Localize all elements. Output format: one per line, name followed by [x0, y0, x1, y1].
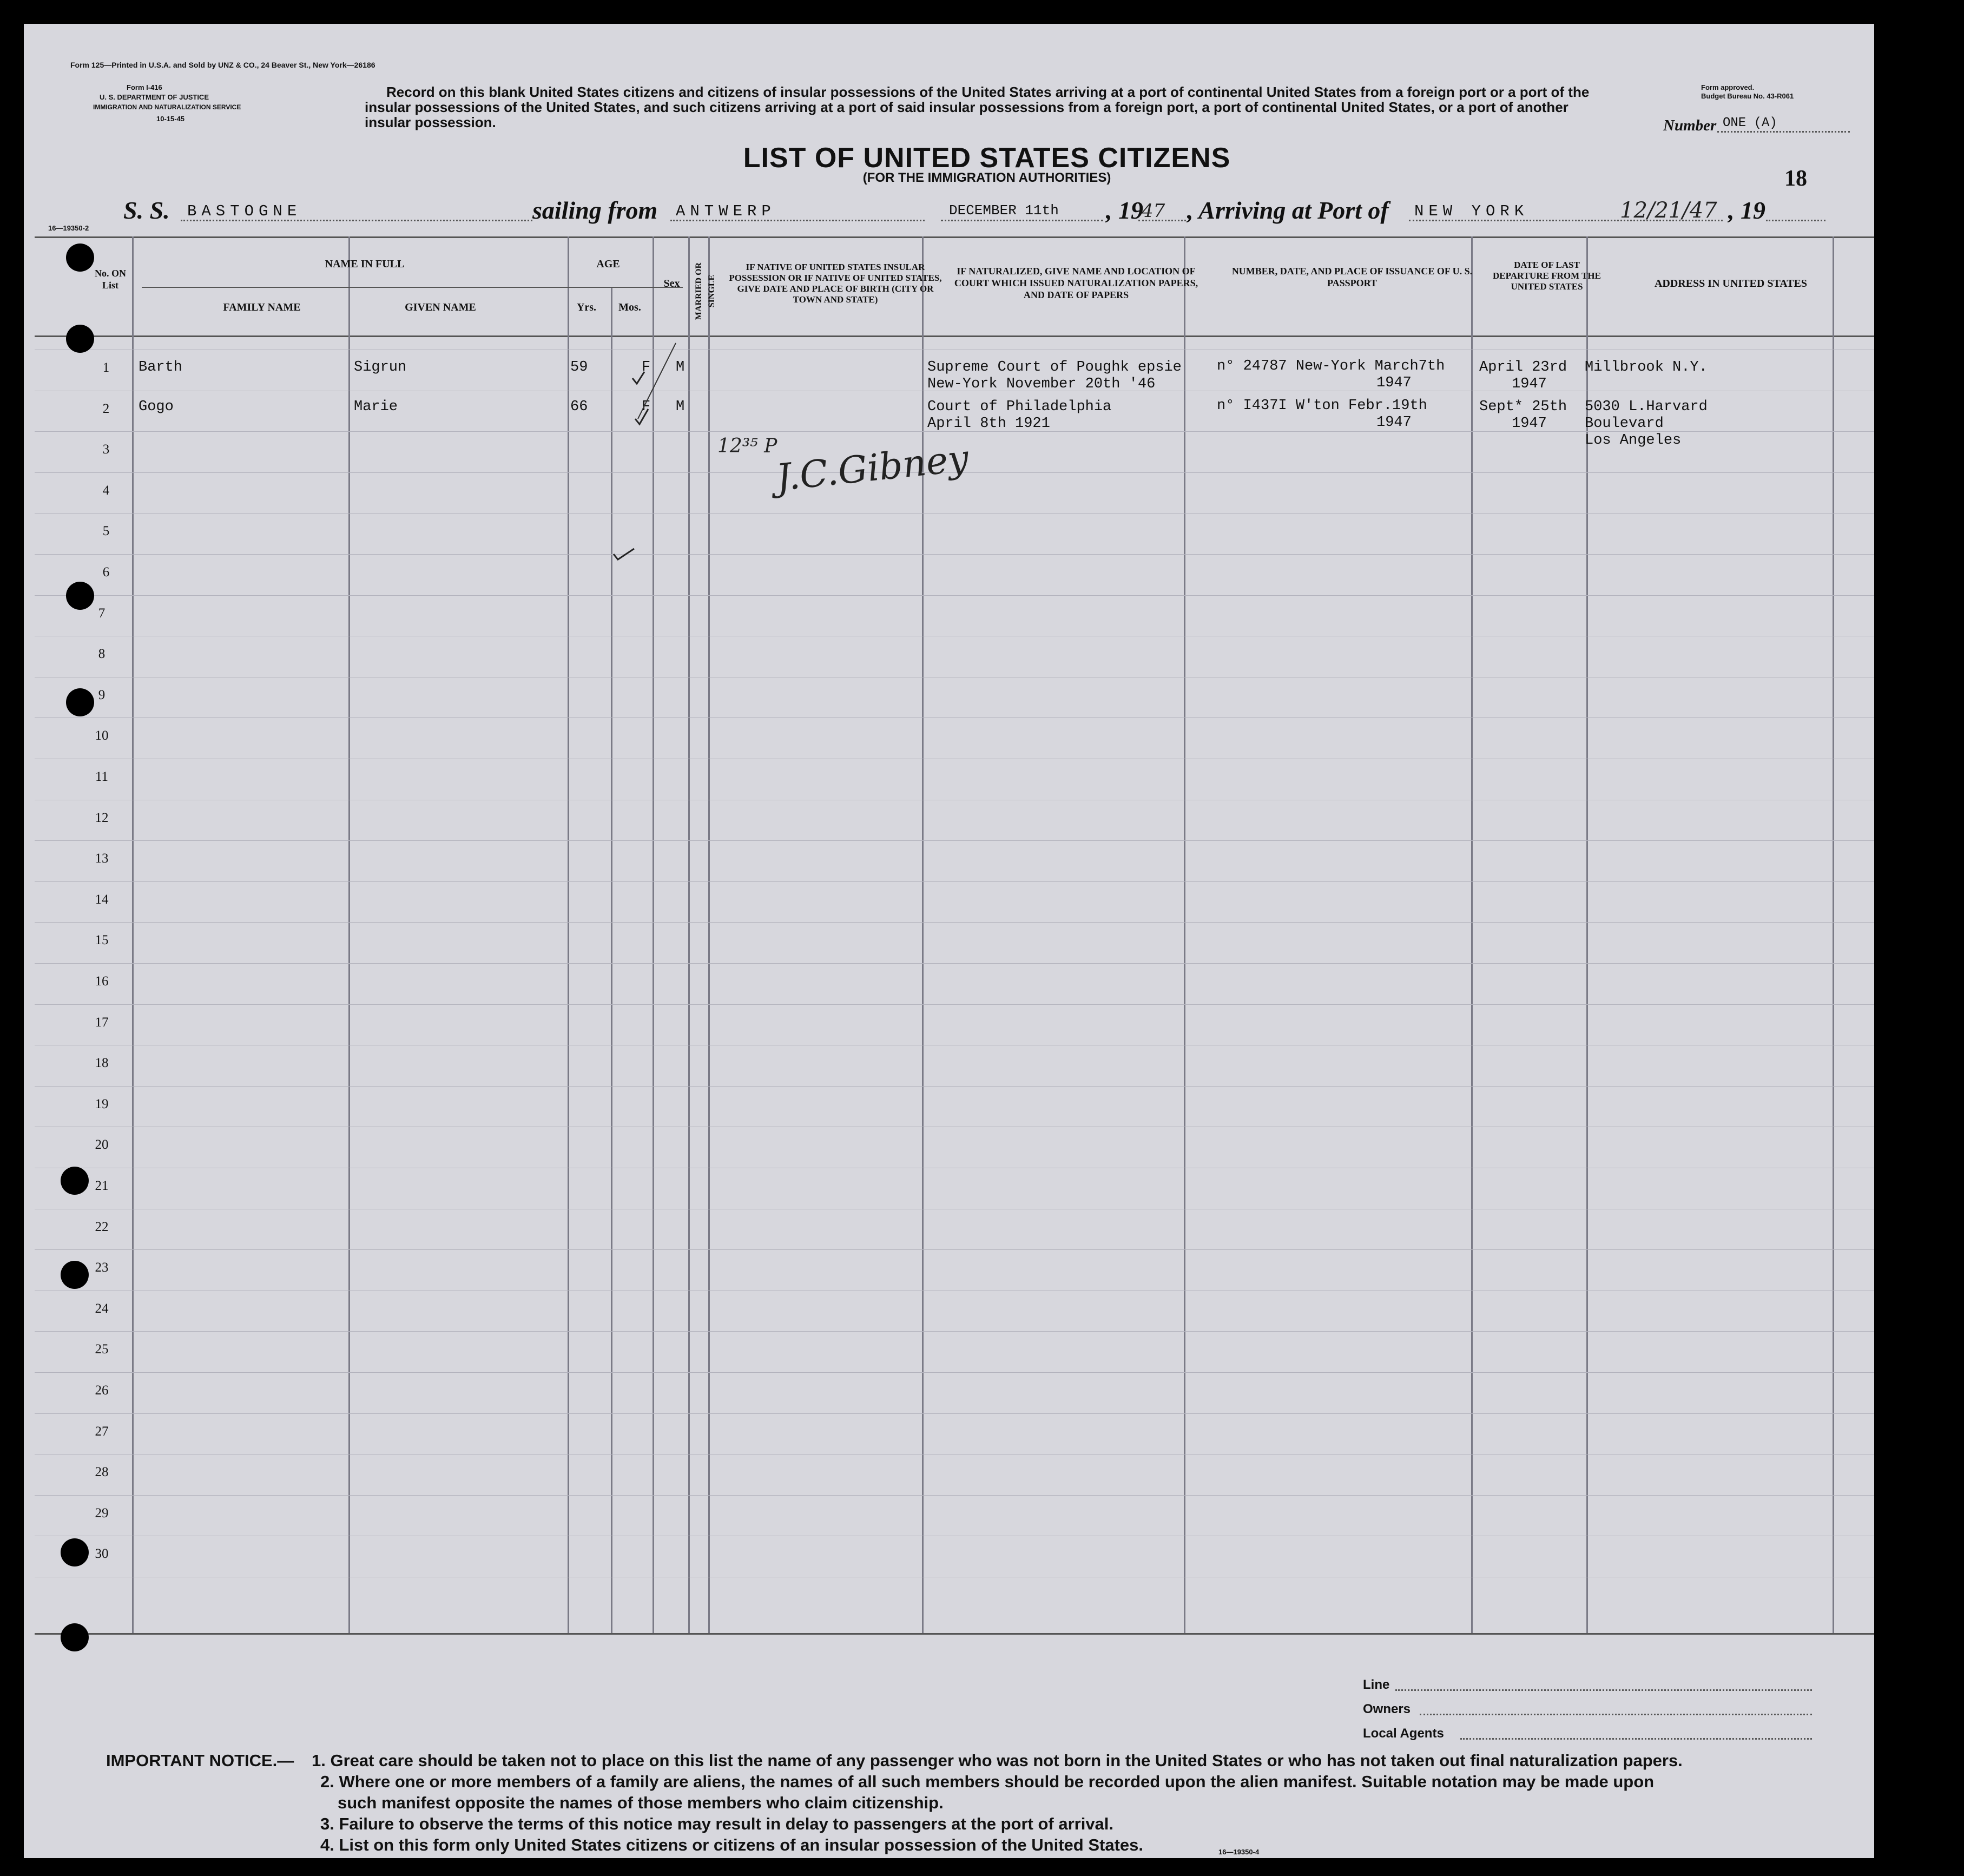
punch-hole — [61, 1538, 89, 1566]
entry-sex: F — [642, 359, 651, 376]
entry-sex: F — [642, 399, 651, 415]
entry-address-2: Boulevard — [1585, 416, 1664, 432]
notice-heading: IMPORTANT NOTICE.— — [106, 1751, 294, 1770]
form-date: 10-15-45 — [156, 115, 185, 123]
punch-hole — [66, 325, 94, 353]
owners-label: Owners — [1363, 1702, 1411, 1716]
inspector-signature: J.C.Gibney — [774, 437, 971, 500]
row-number: 6 — [102, 565, 110, 580]
sailing-from-label: sailing from — [532, 196, 658, 224]
col-no-on-list: No. ON List — [95, 268, 126, 291]
ship-name: BASTOGNE — [187, 202, 302, 220]
col-age: AGE — [596, 258, 620, 270]
row-number: 11 — [95, 769, 109, 784]
entry-naturalized-1: Supreme Court of Poughk epsie — [927, 359, 1182, 376]
row-number: 30 — [95, 1546, 109, 1562]
entry-marital: M — [676, 359, 685, 376]
sheet-number: 18 — [1784, 166, 1807, 191]
departure-year: 47 — [1142, 200, 1165, 222]
notice-item-2: 2. Where one or more members of a family are aliens, the names of all such members should be recorded upon the alien manifest. Suitable notation may be made upon — [320, 1772, 1655, 1791]
row-number: 14 — [95, 892, 109, 907]
entry-given-name: Marie — [354, 399, 398, 415]
col-family-name: FAMILY NAME — [223, 301, 301, 313]
row-number: 17 — [95, 1015, 109, 1030]
row-number: 13 — [95, 851, 109, 866]
number-label: Number — [1663, 117, 1717, 134]
col-age-yrs: Yrs. — [576, 301, 597, 313]
notice-item-1: 1. Great care should be taken not to place on this list the name of any passenger who was not born in the United States or who has not taken out final naturalization papers. — [312, 1751, 1683, 1770]
page-subtitle: (FOR THE IMMIGRATION AUTHORITIES) — [862, 170, 1111, 185]
punch-hole — [61, 1261, 89, 1289]
row-number: 16 — [95, 974, 109, 989]
line-label: Line — [1363, 1677, 1390, 1692]
arrival-date: 12/21/47 — [1620, 198, 1717, 223]
row-number: 4 — [102, 483, 110, 498]
row-number: 18 — [95, 1056, 109, 1071]
row-number: 24 — [95, 1301, 109, 1316]
col-age-mos: Mos. — [618, 301, 641, 313]
entry-age: 66 — [570, 399, 588, 415]
form-approved: Form approved. — [1701, 83, 1755, 91]
entry-address-1: Millbrook N.Y. — [1585, 359, 1708, 376]
punch-hole — [66, 243, 94, 272]
col-passport: NUMBER, DATE, AND PLACE OF ISSUANCE OF U. S. PASSPORT — [1231, 266, 1473, 288]
row-number: 26 — [95, 1383, 109, 1398]
row-number: 15 — [95, 933, 109, 948]
col-naturalized: IF NATURALIZED, GIVE NAME AND LOCATION OF COURT WHICH ISSUED NATURALIZATION PAPERS, AND DATE OF PAPERS — [954, 266, 1198, 300]
entry-address-1: 5030 L.Harvard — [1585, 399, 1708, 415]
entry-age: 59 — [570, 359, 588, 376]
number-value: ONE (A) — [1723, 116, 1777, 130]
year-sep: , 19 — [1106, 196, 1143, 224]
col-last-departure: DATE OF LAST DEPARTURE FROM THE UNITED STATES — [1493, 260, 1601, 292]
row-number: 2 — [102, 401, 110, 416]
record-instruction: Record on this blank United States citizens and citizens of insular possessions of the United States arriving at a port of continental United States from a foreign port or a port of the insular possessions of the United States, and such citizens arriving at a port of said insular possessions from a foreign port, a port of continental United States, or a port of another insular possession. — [365, 84, 1590, 130]
col-given-name: GIVEN NAME — [405, 301, 476, 313]
row-number: 10 — [95, 728, 109, 743]
entry-passport-1: n° I437I W'ton Febr.19th — [1217, 398, 1427, 414]
entry-passport-1: n° 24787 New-York March7th — [1217, 358, 1445, 374]
entry-given-name: Sigrun — [354, 359, 407, 376]
col-sex: Sex — [663, 278, 680, 289]
row-number: 25 — [95, 1342, 109, 1357]
check-marks — [603, 327, 689, 587]
entry-naturalized-1: Court of Philadelphia — [927, 399, 1112, 415]
row-number: 1 — [102, 360, 110, 375]
punch-hole — [61, 1623, 89, 1651]
entry-departure-1: April 23rd — [1479, 359, 1567, 376]
notice-item-2-cont: such manifest opposite the names of those members who claim citizenship. — [338, 1793, 944, 1812]
row-number: 3 — [102, 442, 110, 457]
departure-date: DECEMBER 11th — [949, 202, 1059, 219]
row-number: 8 — [98, 647, 106, 662]
manifest-sheet — [24, 24, 1874, 1858]
entry-family-name: Gogo — [139, 399, 174, 415]
col-married-single: MARRIED OR SINGLE — [694, 262, 716, 320]
row-number: 9 — [98, 687, 106, 702]
century: , 19 — [1728, 196, 1765, 224]
col-native-birth: IF NATIVE OF UNITED STATES INSULAR POSSESSION OR IF NATIVE OF UNITED STATES, GIVE DATE AND PLACE OF BIRTH (CITY OR TOWN AND STATE) — [729, 262, 942, 305]
budget-bureau: Budget Bureau No. 43-R061 — [1701, 92, 1794, 100]
arrival-port: NEW YORK — [1414, 202, 1529, 220]
row-number: 27 — [95, 1424, 109, 1439]
row-number: 21 — [95, 1179, 109, 1193]
row-number: 12 — [95, 810, 109, 825]
notice-item-4: 4. List on this form only United States citizens or citizens of an insular possession of the United States. — [320, 1835, 1143, 1854]
entry-passport-2: 1947 — [1376, 414, 1412, 431]
row-number: 5 — [102, 524, 110, 539]
form-number: Form I-416 — [127, 83, 162, 91]
entry-departure-2: 1947 — [1512, 416, 1547, 432]
page-title: LIST OF UNITED STATES CITIZENS — [743, 142, 1231, 174]
col-name-in-full: NAME IN FULL — [325, 258, 405, 270]
printer-note: Form 125—Printed in U.S.A. and Sold by UNZ & CO., 24 Beaver St., New York—26186 — [70, 61, 375, 69]
row-number: 23 — [95, 1260, 109, 1275]
service: IMMIGRATION AND NATURALIZATION SERVICE — [93, 103, 241, 111]
row-number: 28 — [95, 1465, 109, 1480]
ss-label: S. S. — [123, 196, 170, 224]
department: U. S. DEPARTMENT OF JUSTICE — [100, 93, 209, 101]
entry-departure-1: Sept* 25th — [1479, 399, 1567, 415]
entry-address-3: Los Angeles — [1585, 432, 1682, 449]
notice-item-3: 3. Failure to observe the terms of this notice may result in delay to passengers at the port of arrival. — [320, 1814, 1114, 1833]
entry-departure-2: 1947 — [1512, 376, 1547, 392]
entry-family-name: Barth — [139, 359, 183, 376]
row-number: 20 — [95, 1137, 109, 1153]
col-address: ADDRESS IN UNITED STATES — [1654, 278, 1808, 289]
entry-naturalized-2: New-York November 20th '46 — [927, 376, 1156, 392]
row-number: 22 — [95, 1219, 109, 1234]
footer-code: 16—19350-4 — [1218, 1848, 1260, 1856]
punch-hole — [61, 1167, 89, 1195]
arriving-label: , Arriving at Port of — [1187, 196, 1389, 224]
entry-naturalized-2: April 8th 1921 — [927, 416, 1050, 432]
row-number: 29 — [95, 1505, 109, 1520]
departure-port: ANTWERP — [676, 202, 776, 220]
entry-marital: M — [676, 399, 685, 415]
inspector-time: 12³⁵ P — [717, 435, 777, 457]
punch-hole — [66, 688, 94, 716]
side-code: 16—19350-2 — [48, 224, 89, 232]
row-number: 7 — [98, 605, 106, 621]
local-agents-label: Local Agents — [1363, 1726, 1444, 1741]
entry-passport-2: 1947 — [1376, 375, 1412, 391]
row-number: 19 — [95, 1096, 109, 1111]
punch-hole — [66, 582, 94, 610]
